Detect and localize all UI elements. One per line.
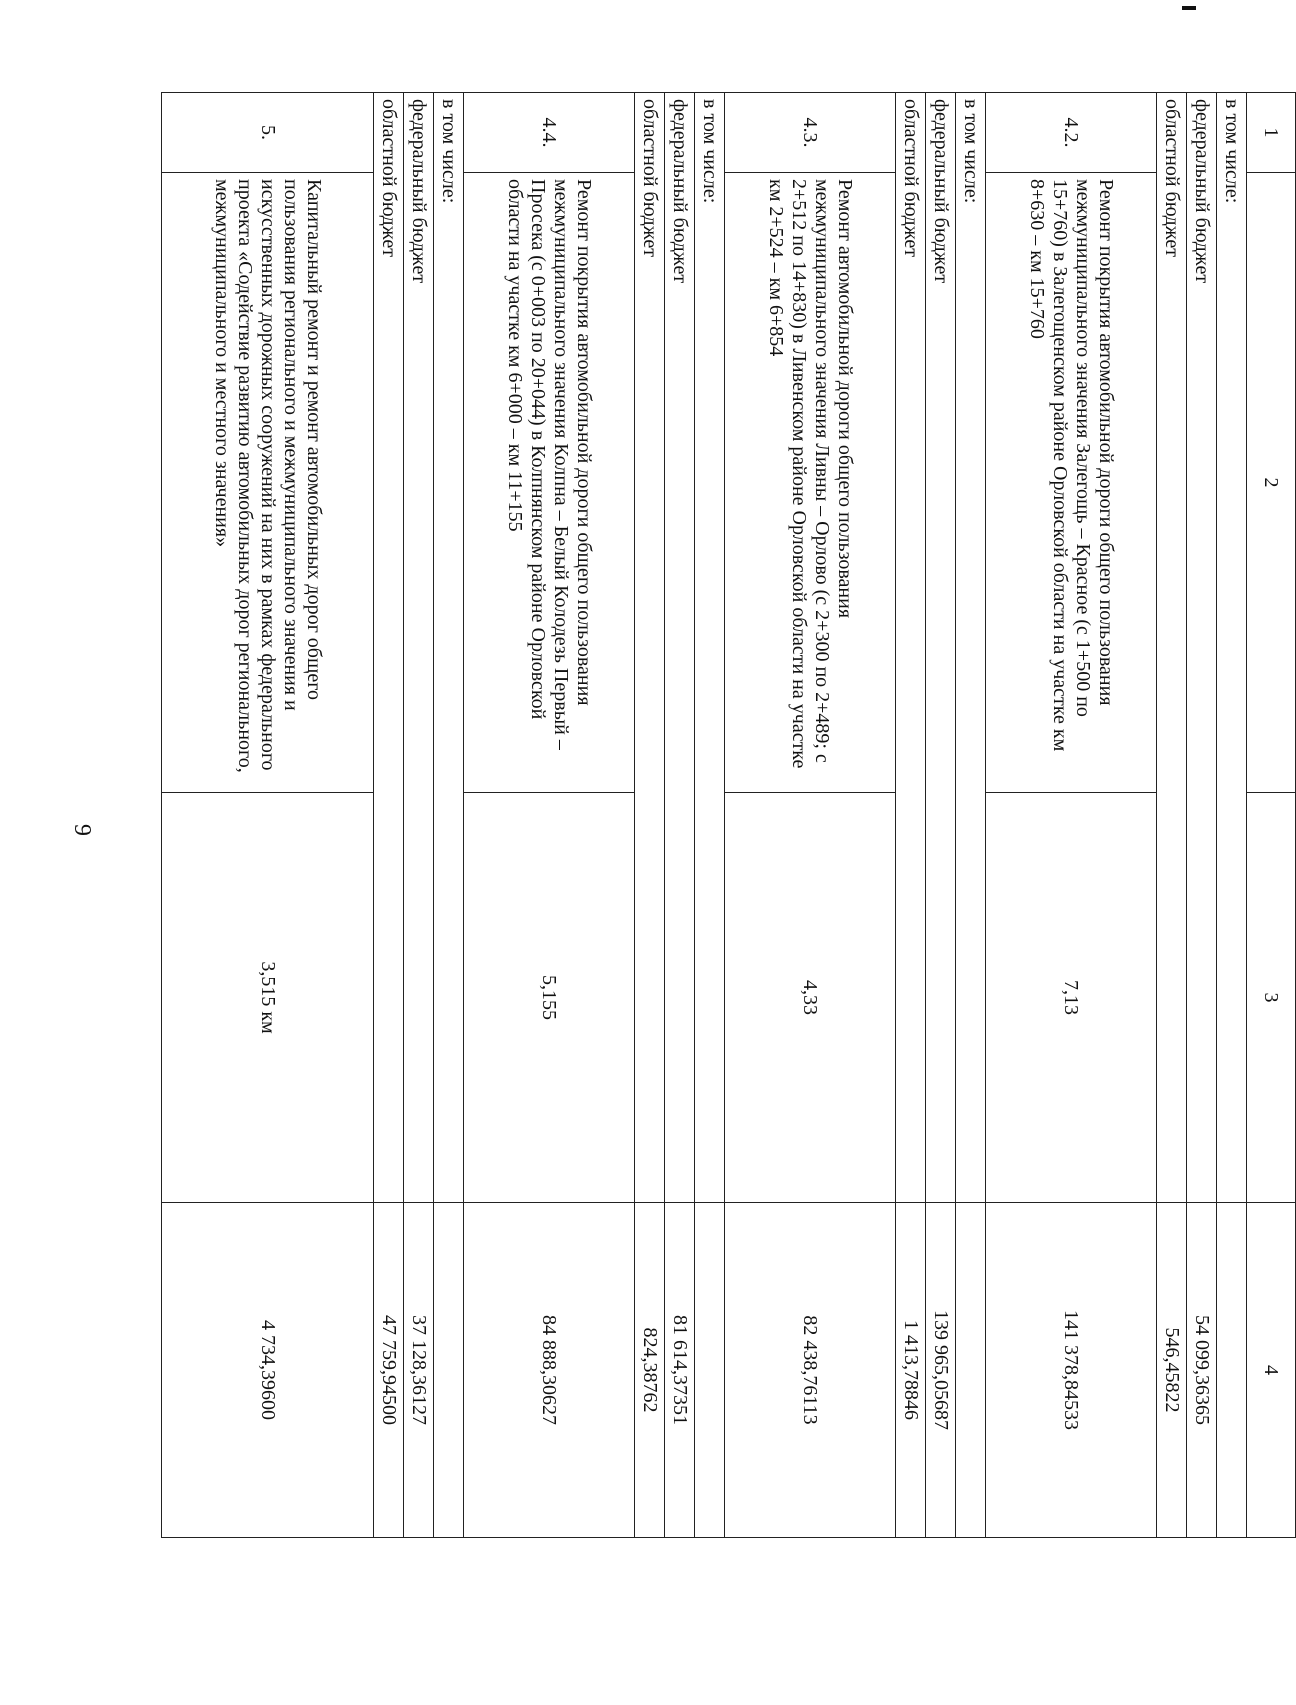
rotated-table-container	[161, 92, 1296, 1537]
subtotal-label: в том числе:	[694, 93, 724, 1203]
subtotal-row	[1156, 93, 1186, 1538]
subtotal-value	[955, 1203, 985, 1538]
subtotal-value: 1 413,78846	[895, 1203, 925, 1538]
item-value: 84 888,30627	[463, 1203, 634, 1538]
subtotal-label: в том числе:	[433, 93, 463, 1203]
subtotal-value: 47 759,94500	[373, 1203, 403, 1538]
budget-table	[161, 92, 1296, 1538]
item-name: Ремонт автомобильной дороги общего пользования межмуниципального значения Ливны – Орлово (с 2+300 по 2+489; с 2+512 по 14+830) в Ливенском районе Орловской области на участке км 2+524 – км 6+854	[724, 173, 895, 793]
item-number: 4.4.	[463, 93, 634, 173]
subtotal-label: федеральный бюджет	[403, 93, 433, 1203]
subtotal-value: 54 099,36365	[1186, 1203, 1216, 1538]
subtotal-row	[955, 93, 985, 1538]
subtotal-row	[433, 93, 463, 1538]
header-row	[1246, 93, 1295, 1538]
header-cell-2: 2	[1246, 173, 1295, 793]
subtotal-value	[694, 1203, 724, 1538]
subtotal-label: федеральный бюджет	[925, 93, 955, 1203]
budget-table-body	[162, 93, 1296, 1538]
subtotal-row	[925, 93, 955, 1538]
header-cell-3: 3	[1246, 793, 1295, 1203]
subtotal-label: в том числе:	[955, 93, 985, 1203]
subtotal-label: областной бюджет	[1156, 93, 1186, 1203]
subtotal-row	[403, 93, 433, 1538]
subtotal-value: 81 614,37351	[664, 1203, 694, 1538]
item-length: 4,33	[724, 793, 895, 1203]
item-row	[463, 93, 634, 1538]
item-row	[162, 93, 374, 1538]
item-length: 7,13	[985, 793, 1156, 1203]
subtotal-row	[664, 93, 694, 1538]
subtotal-value	[433, 1203, 463, 1538]
item-row	[985, 93, 1156, 1538]
item-name: Ремонт покрытия автомобильной дороги общего пользования межмуниципального значения Залегощь – Красное (с 1+500 по 15+760) в Залегощенском районе Орловской области на участке км 8+630 – км 15+760	[985, 173, 1156, 793]
subtotal-row	[634, 93, 664, 1538]
subtotal-row	[895, 93, 925, 1538]
item-name: Ремонт покрытия автомобильной дороги общего пользования межмуниципального значения Колпна – Белый Колодезь Первый – Просека (с 0+003 по 20+044) в Колпнянском районе Орловской области на участке км 6+000 – км 11+155	[463, 173, 634, 793]
item-value: 4 734,39600	[162, 1203, 374, 1538]
subtotal-label: федеральный бюджет	[1186, 93, 1216, 1203]
subtotal-label: областной бюджет	[895, 93, 925, 1203]
subtotal-row	[1186, 93, 1216, 1538]
item-length: 5,155	[463, 793, 634, 1203]
item-row	[724, 93, 895, 1538]
scan-edge-mark	[1182, 6, 1196, 10]
item-name: Капитальный ремонт и ремонт автомобильных дорог общего пользования регионального и межмуниципального значения и искусственных дорожных сооружений на них в рамках федерального проекта «Содействие развитию автомобильных дорог регионального, межмуниципального и местного значения»	[162, 173, 374, 793]
item-number: 5.	[162, 93, 374, 173]
subtotal-value: 824,38762	[634, 1203, 664, 1538]
subtotal-label: областной бюджет	[373, 93, 403, 1203]
subtotal-label: областной бюджет	[634, 93, 664, 1203]
subtotal-label: в том числе:	[1216, 93, 1246, 1203]
subtotal-row	[1216, 93, 1246, 1538]
page-number: 9	[69, 824, 95, 836]
subtotal-value: 139 965,05687	[925, 1203, 955, 1538]
subtotal-value: 546,45822	[1156, 1203, 1186, 1538]
subtotal-row	[694, 93, 724, 1538]
item-value: 141 378,84533	[985, 1203, 1156, 1538]
item-number: 4.2.	[985, 93, 1156, 173]
subtotal-value: 37 128,36127	[403, 1203, 433, 1538]
subtotal-label: федеральный бюджет	[664, 93, 694, 1203]
item-number: 4.3.	[724, 93, 895, 173]
item-length: 3,515 км	[162, 793, 374, 1203]
subtotal-row	[373, 93, 403, 1538]
header-cell-1: 1	[1246, 93, 1295, 173]
subtotal-value	[1216, 1203, 1246, 1538]
item-value: 82 438,76113	[724, 1203, 895, 1538]
header-cell-4: 4	[1246, 1203, 1295, 1538]
